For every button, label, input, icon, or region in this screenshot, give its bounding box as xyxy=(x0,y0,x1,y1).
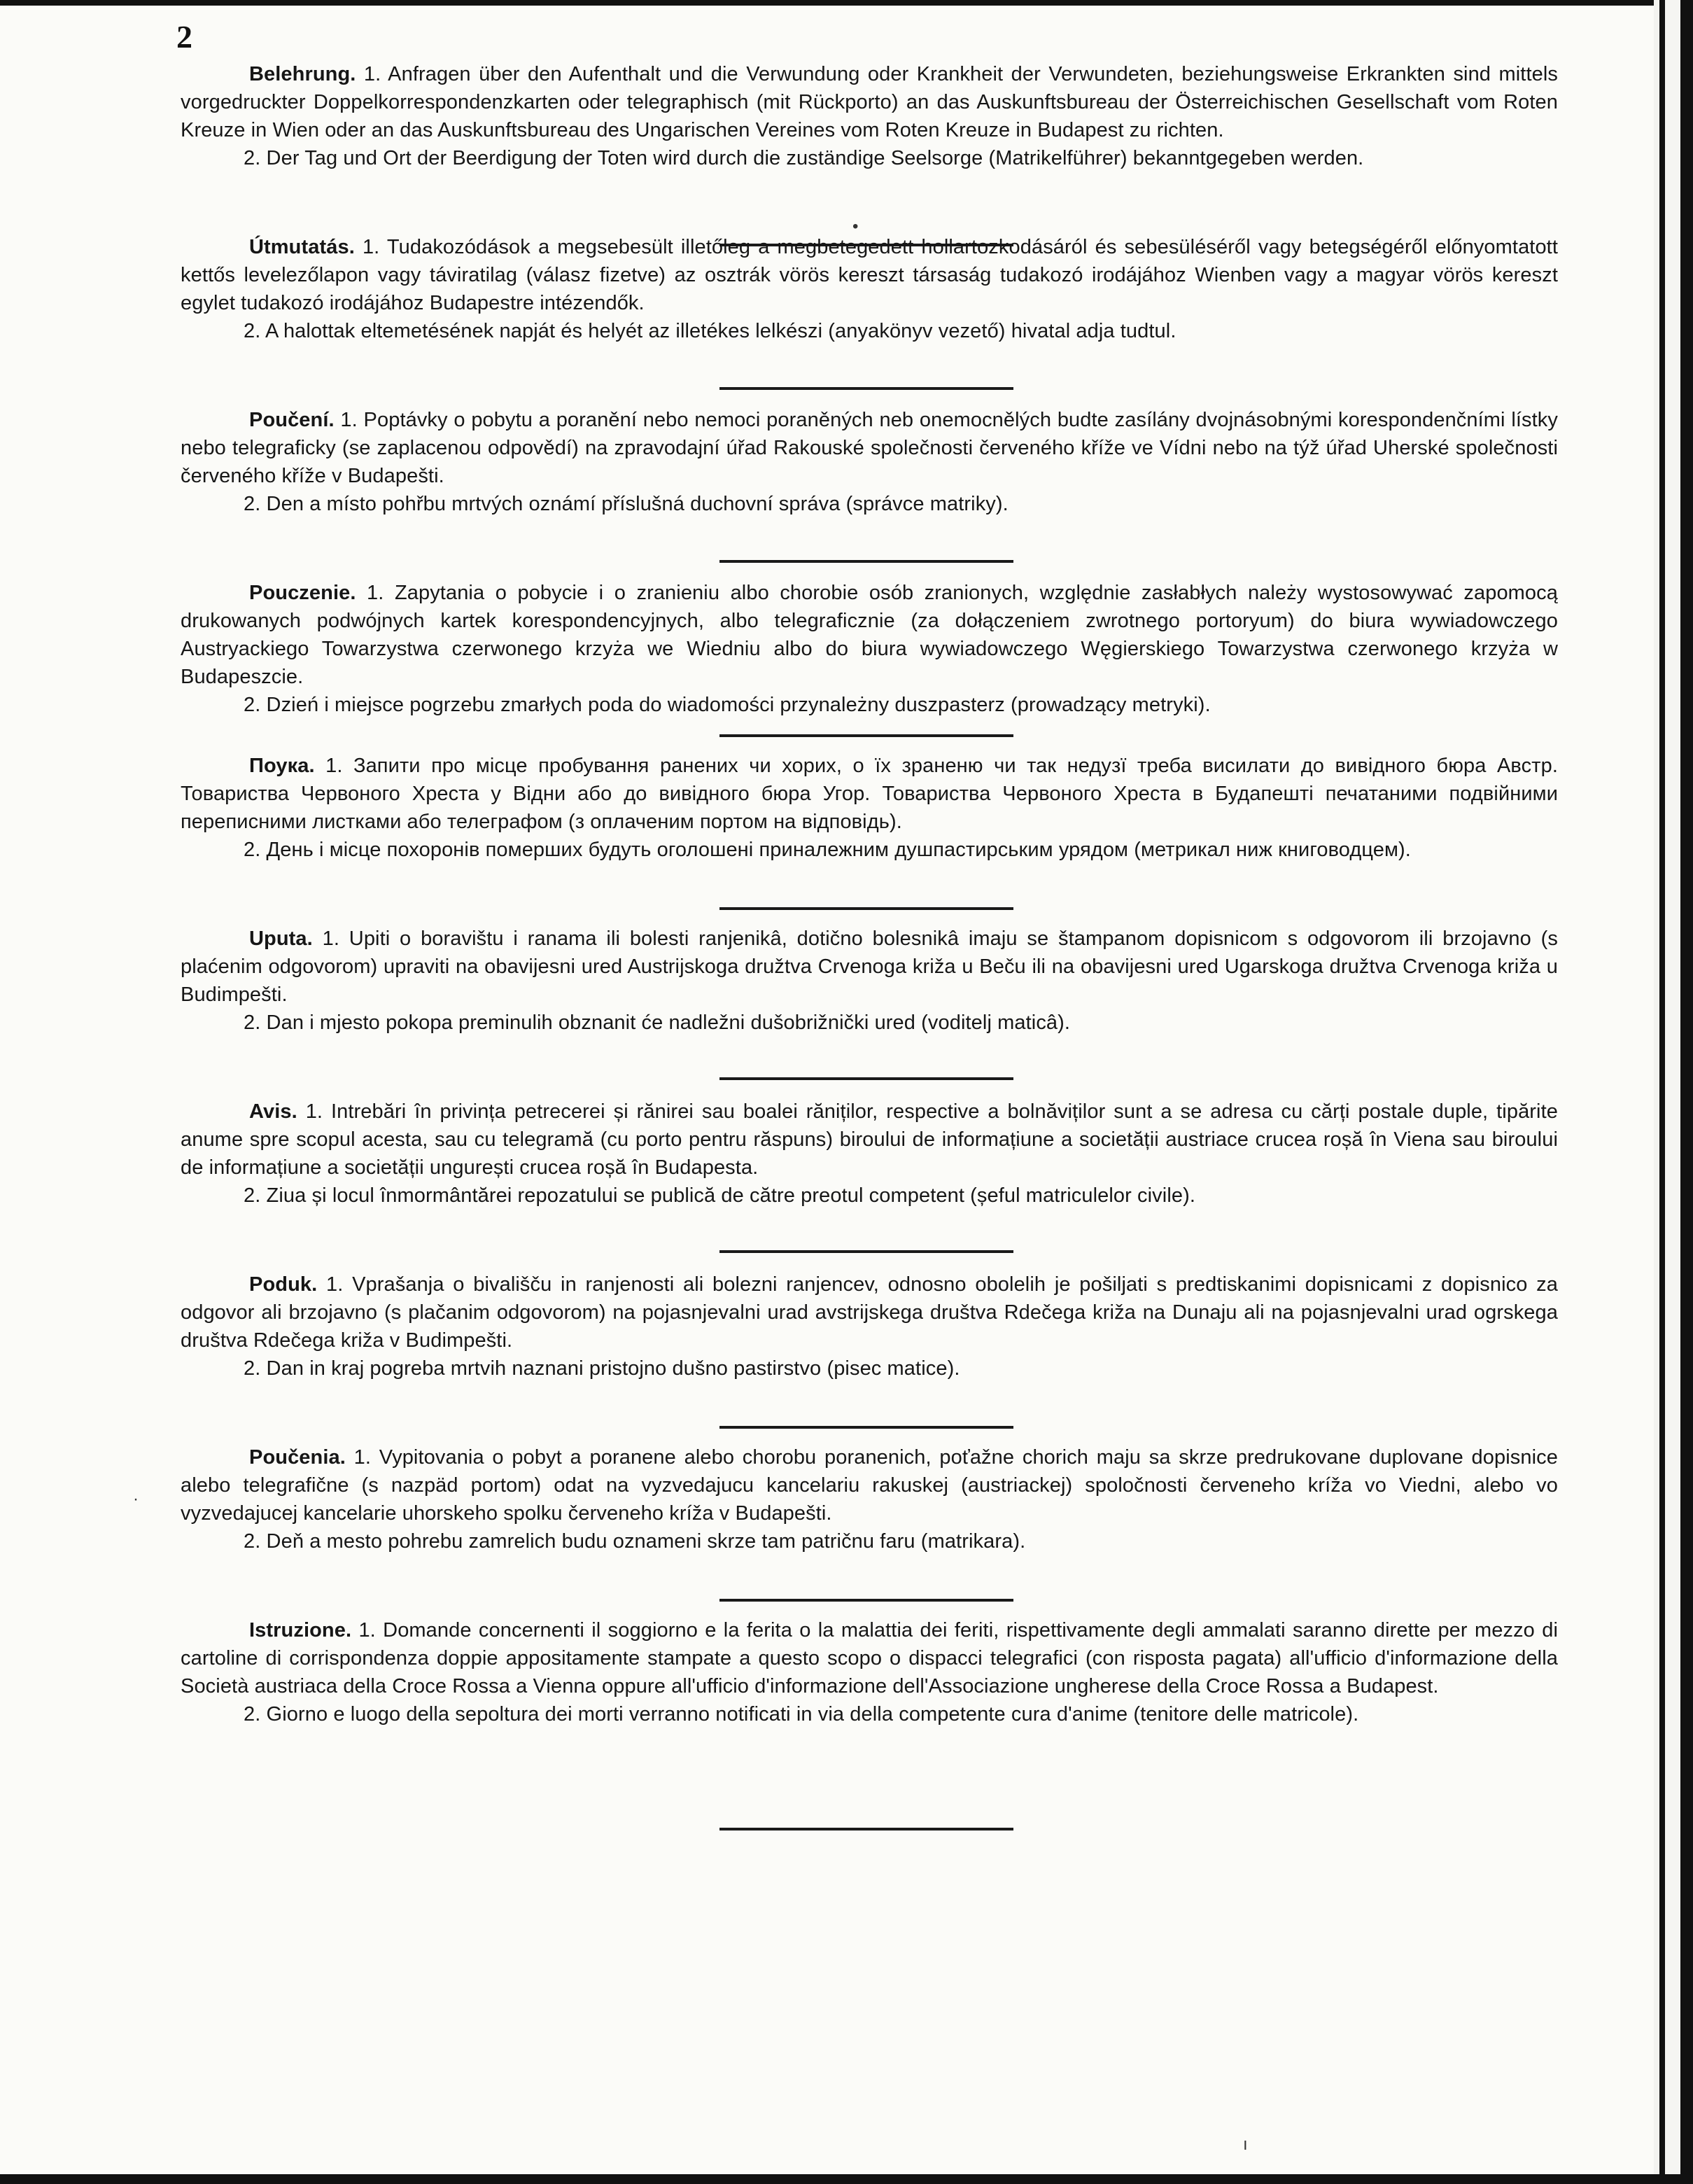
section-ruthenian-item-2: 2. День і місце похоронів померших будуть оголошені приналежним душпастирським урядом (метрикал ниж книговодцем). xyxy=(244,839,1411,861)
section-slovenian-item-1-text: 1. Vprašanja o bivališču in ranjenosti ali bolezni ranjencev, odnosno obolelih je pošiljati s predtiskanimi dopisnicami z dopisnico za odgovor ali brzojavno (s plačanim odgovorom) na pojasnjevalni urad avstrijskega društva Rdečega križa na Dunaju ali na pojasnjevalni urad ogrskega društva Rdečega križa v Budimpešti. xyxy=(181,1273,1558,1352)
scan-edge-top xyxy=(0,0,1693,6)
page-number: 2 xyxy=(176,19,192,55)
section-romanian-item-1-text: 1. Intrebări în privința petrecerei și rănirei sau boalei răniților, respective a bolnăviților sunt a se adresa cu cărți postale duple, tipărite anume spre scopul acesta, sau cu telegramă (cu porto pentru răspuns) biroului de informațiune a societății austriace crucea roșă în Viena sau biroului de informațiune a societății ungurești crucea roșă în Budapesta. xyxy=(181,1100,1558,1179)
section-croatian-item-1 xyxy=(181,925,1558,1009)
section-polish-item-1 xyxy=(181,579,1558,691)
section-hungarian-item-1-text: 1. Tudakozódások a megsebesült illetőleg a megbetegedett hollartozkodásáról és sebesüléséről vagy betegségéről előnyomtatott kettős levelezőlapon vagy táviratilag (válasz fizetve) az osztrák vörös kereszt társaság tudakozó irodájához Wienben vagy a magyar vörös kereszt egylet tudakozó irodájához Budapestre intézendők. xyxy=(181,236,1558,314)
section-ruthenian-item-1-text: 1. Запити про місце пробування ранених чи хорих, о їх зраненю чи так недузї треба висилати до вивідного бюра Австр. Товариства Червоного Хреста у Відни або до вивідного бюра Угор. Товариства Червоного Хреста в Будапешті печатаними подвійними переписними листками або телеграфом (з оплаченим портом на відповідь). xyxy=(181,755,1558,833)
section-croatian-item-2: 2. Dan i mjesto pokopa preminulih obznanit će nadležni dušobrižnički ured (voditelj maticâ). xyxy=(244,1011,1071,1034)
scan-edge-right xyxy=(1654,0,1693,2184)
section-czech-item-1-text: 1. Poptávky o pobytu a poranění nebo nemoci poraněných neb onemocnělých budte zasílány dvojnásobnými korespondenčními lístky nebo telegraficky (se zaplacenou odpovědí) na zpravodajní úřad Rakouské společnosti červeného kříže ve Vídni nebo na týž úřad Uherské společnosti červeného kříže v Budapešti. xyxy=(181,409,1558,487)
section-divider xyxy=(719,1426,1013,1429)
section-italian-item-2: 2. Giorno e luogo della sepoltura dei morti verranno notificati in via della competente cura d'anime (tenitore delle matricole). xyxy=(244,1703,1359,1726)
section-divider xyxy=(719,1250,1013,1253)
section-hungarian-item-2: 2. A halottak eltemetésének napját és helyét az illetékes lelkészi (anyakönyv vezető) hivatal adja tudtul. xyxy=(244,320,1176,342)
section-romanian-heading: Avis. xyxy=(249,1100,297,1123)
section-divider xyxy=(719,734,1013,737)
section-romanian-item-2: 2. Ziua și locul înmormântărei repozatului se publică de către preotul competent (șeful matriculelor civile). xyxy=(244,1184,1196,1207)
section-slovak xyxy=(181,1443,1558,1616)
ink-speck: ı xyxy=(1243,2135,1248,2154)
section-italian xyxy=(181,1616,1558,1840)
section-divider xyxy=(719,1077,1013,1080)
section-divider xyxy=(719,560,1013,563)
section-divider xyxy=(719,1828,1013,1830)
section-divider xyxy=(719,1599,1013,1602)
section-slovenian-heading: Poduk. xyxy=(249,1273,318,1296)
multilingual-instructions xyxy=(181,60,1558,1840)
section-german-heading: Belehrung. xyxy=(249,63,356,85)
section-hungarian-heading: Útmutatás. xyxy=(249,236,355,258)
section-divider xyxy=(719,907,1013,910)
section-croatian-item-1-text: 1. Upiti o boravištu i ranama ili bolesti ranjenikâ, dotično bolesnikâ imaju se štampanom dopisnicom s odgovorom ili brzojavno (s plaćenim odgovorom) upraviti na obavijesni ured Austrijskoga družtva Crvenoga križa u Beču ili na obavijesni ured Ugarskoga družtva Crvenoga križa u Budimpešti. xyxy=(181,927,1558,1006)
section-slovenian-item-1 xyxy=(181,1270,1558,1354)
section-czech-item-2: 2. Den a místo pohřbu mrtvých oznámí příslušná duchovní správa (správce matriky). xyxy=(244,493,1009,515)
section-italian-heading: Istruzione. xyxy=(249,1619,352,1642)
section-romanian xyxy=(181,1098,1558,1270)
section-german-item-1 xyxy=(181,60,1558,144)
section-italian-item-1 xyxy=(181,1616,1558,1700)
section-croatian-heading: Uputa. xyxy=(249,927,313,950)
section-divider xyxy=(719,387,1013,390)
section-hungarian-item-1 xyxy=(181,233,1558,317)
section-german xyxy=(181,60,1558,233)
section-german-item-2: 2. Der Tag und Ort der Beerdigung der Toten wird durch die zuständige Seelsorge (Matrikelführer) bekanntgegeben werden. xyxy=(244,147,1364,169)
section-slovenian xyxy=(181,1270,1558,1443)
section-ruthenian-item-1 xyxy=(181,752,1558,836)
ink-speck: · xyxy=(133,1490,139,1508)
section-ruthenian xyxy=(181,752,1558,925)
section-slovak-item-2: 2. Deň a mesto pohrebu zamrelich budu oznameni skrze tam patričnu faru (matrikara). xyxy=(244,1530,1026,1553)
section-slovak-heading: Poučenia. xyxy=(249,1446,346,1469)
section-german-item-1-text: 1. Anfragen über den Aufenthalt und die Verwundung oder Krankheit der Verwundeten, beziehungsweise Erkrankten sind mittels vorgedruckter Doppelkorrespondenzkarten oder telegraphisch (mit Rückporto) an das Auskunftsbureau der Österreichischen Gesellschaft vom Roten Kreuze in Wien oder an das Auskunftsbureau des Ungarischen Vereines vom Roten Kreuze in Budapest zu richten. xyxy=(181,63,1558,141)
section-croatian xyxy=(181,925,1558,1098)
section-slovak-item-1 xyxy=(181,1443,1558,1527)
section-italian-item-1-text: 1. Domande concernenti il soggiorno e la ferita o la malattia dei feriti, rispettivamente degli ammalati saranno dirette per mezzo di cartoline di corrispondenza doppie appositamente stampate a questo scopo o dispacci telegrafici (con risposta pagata) all'ufficio d'informazione della Società austriaca della Croce Rossa a Vienna oppure all'ufficio d'informazione dell'Associazione ungherese della Croce Rossa a Budapest. xyxy=(181,1619,1558,1698)
section-czech-item-1 xyxy=(181,406,1558,490)
section-romanian-item-1 xyxy=(181,1098,1558,1182)
section-polish-heading: Pouczenie. xyxy=(249,582,356,604)
ink-speck: • xyxy=(852,217,859,236)
section-slovenian-item-2: 2. Dan in kraj pogreba mrtvih naznani pristojno dušno pastirstvo (pisec matice). xyxy=(244,1357,960,1380)
section-ruthenian-heading: Поука. xyxy=(249,755,315,777)
section-czech-heading: Poučení. xyxy=(249,409,335,431)
section-polish-item-1-text: 1. Zapytania o pobycie i o zranieniu albo chorobie osób zranionych, względnie zasłabłych należy wystosowywać zapomocą drukowanych podwójnych kartek korespondencyjnych, albo telegraficznie (za dołączeniem zwrotnego portoryum) do biura wywiadowczego Austryackiego Towarzystwa czerwonego krzyża we Wiedniu albo do biura wywiadowczego Węgierskiego Towarzystwa czerwonego krzyża w Budapeszcie. xyxy=(181,582,1558,688)
scan-edge-bottom xyxy=(0,2174,1693,2184)
section-hungarian xyxy=(181,233,1558,406)
section-polish-item-2: 2. Dzień i miejsce pogrzebu zmarłych poda do wiadomości przynależny duszpasterz (prowadzący metryki). xyxy=(244,694,1211,716)
section-czech xyxy=(181,406,1558,579)
section-polish xyxy=(181,579,1558,752)
section-slovak-item-1-text: 1. Vypitovania o pobyt a poranene alebo chorobu poranenich, poťažne chorich maju sa skrze predrukovane duplovane dopisnice alebo telegrafične (s nazpäd portom) odat na vyzvedajucu kancelariu rakuskej (austriackej) spoločnosti červeneho kríža vo Viedni, alebo vo vyzvedajucej kancelarie uhorskeho spolku červeneho kríža v Budapešti. xyxy=(181,1446,1558,1525)
